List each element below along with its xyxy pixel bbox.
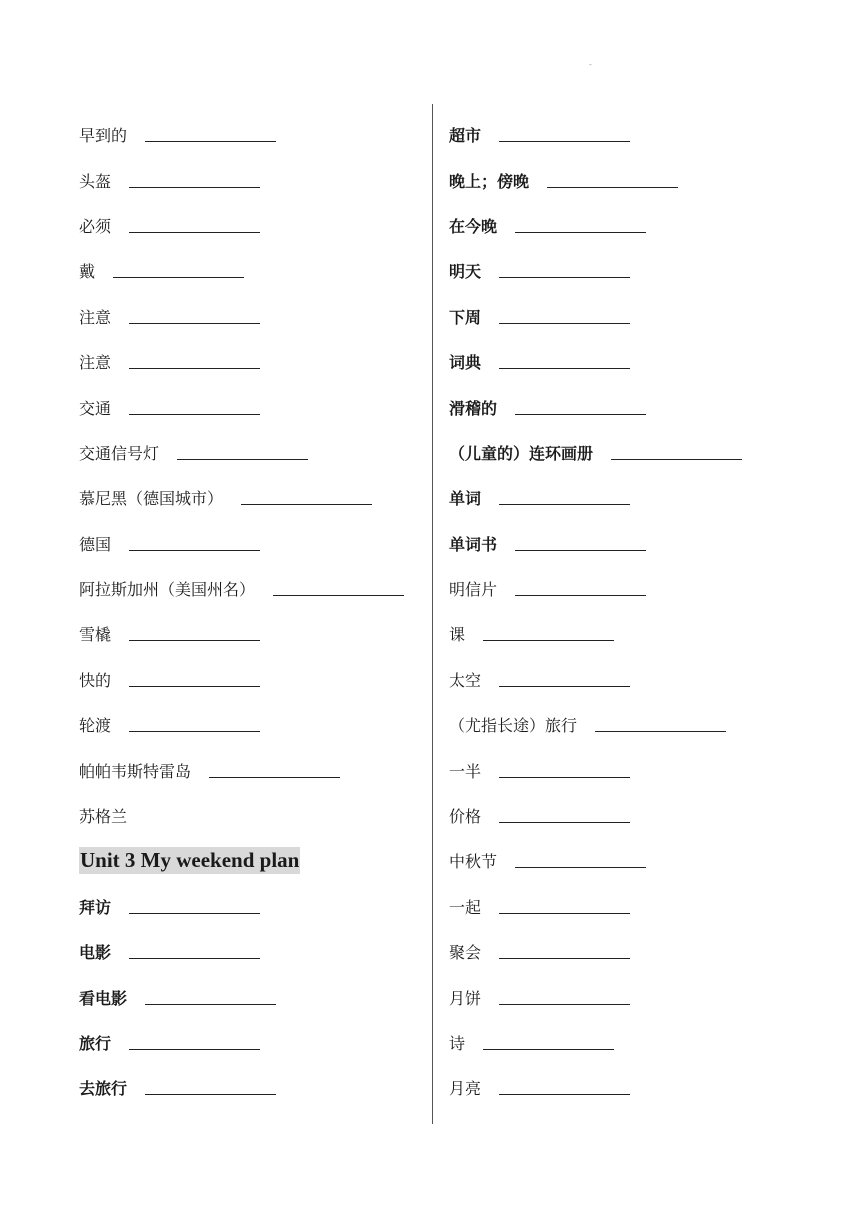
vocab-row (449, 521, 849, 566)
vocab-term: 交通信号灯 (79, 443, 160, 463)
answer-blank-line[interactable] (499, 141, 630, 142)
vocab-term: 课 (449, 625, 466, 645)
vocab-term: 注意 (79, 307, 112, 327)
vocab-row (79, 611, 424, 656)
vocab-term: 明天 (449, 262, 482, 282)
answer-blank-line[interactable] (483, 1049, 614, 1050)
answer-blank-line[interactable] (129, 913, 260, 914)
vocab-row (79, 793, 424, 838)
answer-blank-line[interactable] (129, 958, 260, 959)
answer-blank-line[interactable] (499, 777, 630, 778)
answer-blank-line[interactable] (515, 232, 646, 233)
vocab-term: 雪橇 (79, 625, 112, 645)
vocab-row (449, 611, 849, 656)
vocab-row (79, 884, 424, 929)
vocab-row (79, 702, 424, 747)
vocab-row (449, 747, 849, 792)
answer-blank-line[interactable] (129, 368, 260, 369)
vocab-term: 超市 (449, 126, 482, 146)
vocab-term: 头盔 (79, 171, 112, 191)
vocab-row (79, 657, 424, 702)
vocab-row (79, 475, 424, 520)
vocab-row (449, 203, 849, 248)
answer-blank-line[interactable] (209, 777, 340, 778)
vocab-row (449, 248, 849, 293)
answer-blank-line[interactable] (499, 822, 630, 823)
answer-blank-line[interactable] (129, 414, 260, 415)
vocab-term: 轮渡 (79, 716, 112, 736)
answer-blank-line[interactable] (129, 187, 260, 188)
vocab-row (79, 384, 424, 429)
vocab-row (79, 294, 424, 339)
answer-blank-line[interactable] (595, 731, 726, 732)
answer-blank-line[interactable] (129, 1049, 260, 1050)
answer-blank-line[interactable] (499, 277, 630, 278)
vocab-term: 月亮 (449, 1079, 482, 1099)
vocab-row (449, 384, 849, 429)
vocab-row (449, 1065, 849, 1110)
left-vocab-list-unit3 (79, 884, 424, 1111)
answer-blank-line[interactable] (145, 141, 276, 142)
answer-blank-line[interactable] (515, 867, 646, 868)
vocab-term: 快的 (79, 670, 112, 690)
vocab-term: 交通 (79, 398, 112, 418)
answer-blank-line[interactable] (177, 459, 308, 460)
vocab-row (449, 657, 849, 702)
vocab-row (79, 1065, 424, 1110)
vocab-term: 月饼 (449, 988, 482, 1008)
vocab-row (449, 884, 849, 929)
unit-heading-row (79, 838, 424, 883)
vocab-term: （尤指长途）旅行 (449, 716, 578, 736)
vocab-row (449, 702, 849, 747)
answer-blank-line[interactable] (129, 232, 260, 233)
answer-blank-line[interactable] (515, 414, 646, 415)
vocab-term: 聚会 (449, 943, 482, 963)
vocab-row (79, 112, 424, 157)
answer-blank-line[interactable] (145, 1094, 276, 1095)
vocab-term: 价格 (449, 807, 482, 827)
answer-blank-line[interactable] (273, 595, 404, 596)
vocab-row (449, 430, 849, 475)
vocab-row (449, 974, 849, 1019)
vocab-row (449, 294, 849, 339)
answer-blank-line[interactable] (499, 1004, 630, 1005)
vocab-row (449, 157, 849, 202)
right-vocab-list (449, 112, 849, 1111)
vocab-term: 去旅行 (79, 1079, 128, 1099)
vocab-term: 下周 (449, 307, 482, 327)
vocab-row (79, 339, 424, 384)
vocab-term: （儿童的）连环画册 (449, 443, 594, 463)
vocab-row (449, 1020, 849, 1065)
left-vocab-list (79, 112, 424, 838)
left-column (79, 112, 424, 1111)
vocab-row (449, 339, 849, 384)
answer-blank-line[interactable] (145, 1004, 276, 1005)
vocab-term: 一起 (449, 897, 482, 917)
answer-blank-line[interactable] (515, 550, 646, 551)
answer-blank-line[interactable] (129, 640, 260, 641)
column-divider (432, 104, 433, 1124)
vocab-term: 单词书 (449, 534, 498, 554)
vocab-term: 诗 (449, 1034, 466, 1053)
vocab-term: 太空 (449, 670, 482, 690)
vocab-row (79, 974, 424, 1019)
vocab-term: 词典 (449, 353, 482, 373)
answer-blank-line[interactable] (499, 504, 630, 505)
vocab-row (79, 430, 424, 475)
vocab-row (449, 112, 849, 157)
vocab-term: 德国 (79, 534, 112, 554)
answer-blank-line[interactable] (129, 550, 260, 551)
answer-blank-line[interactable] (129, 686, 260, 687)
vocab-row (79, 248, 424, 293)
vocab-term: 拜访 (79, 897, 112, 917)
vocab-term: 单词 (449, 489, 482, 509)
vocab-term: 帕帕韦斯特雷岛 (79, 761, 192, 781)
vocab-row (79, 566, 424, 611)
vocab-term: 在今晚 (449, 216, 498, 236)
vocab-row (449, 793, 849, 838)
vocab-row (79, 203, 424, 248)
answer-blank-line[interactable] (113, 277, 244, 278)
header-mark: - (589, 60, 592, 69)
vocab-term: 必须 (79, 216, 112, 236)
answer-blank-line[interactable] (499, 958, 630, 959)
right-column (449, 112, 849, 1111)
vocab-term: 滑稽的 (449, 398, 498, 418)
vocab-row (79, 1020, 424, 1065)
unit-heading: Unit 3 My weekend plan (80, 848, 300, 873)
answer-blank-line[interactable] (129, 323, 260, 324)
vocab-row (79, 157, 424, 202)
vocab-term: 慕尼黑（德国城市） (79, 489, 224, 509)
vocab-term: 晚上；傍晚 (449, 171, 530, 191)
vocab-row (449, 566, 849, 611)
answer-blank-line[interactable] (499, 368, 630, 369)
vocab-term: 注意 (79, 353, 112, 373)
answer-blank-line[interactable] (611, 459, 742, 460)
vocab-row (79, 747, 424, 792)
answer-blank-line[interactable] (499, 323, 630, 324)
vocab-term: 阿拉斯加州（美国州名） (79, 580, 256, 600)
answer-blank-line[interactable] (499, 686, 630, 687)
answer-blank-line[interactable] (483, 640, 614, 641)
answer-blank-line[interactable] (499, 913, 630, 914)
vocab-term: 中秋节 (449, 852, 498, 872)
answer-blank-line[interactable] (241, 504, 372, 505)
vocab-row (79, 521, 424, 566)
vocab-row (449, 929, 849, 974)
answer-blank-line[interactable] (129, 731, 260, 732)
vocab-row (449, 838, 849, 883)
vocab-row (79, 929, 424, 974)
vocab-term: 看电影 (79, 988, 128, 1008)
vocab-term: 戴 (79, 262, 96, 282)
vocab-term: 明信片 (449, 580, 498, 600)
vocab-row (449, 475, 849, 520)
answer-blank-line[interactable] (515, 595, 646, 596)
answer-blank-line[interactable] (547, 187, 678, 188)
answer-blank-line[interactable] (499, 1094, 630, 1095)
vocab-term: 一半 (449, 761, 482, 781)
vocab-term: 苏格兰 (79, 807, 128, 827)
vocab-term: 早到的 (79, 126, 128, 146)
vocab-term: 旅行 (79, 1034, 112, 1053)
vocab-term: 电影 (79, 943, 112, 963)
